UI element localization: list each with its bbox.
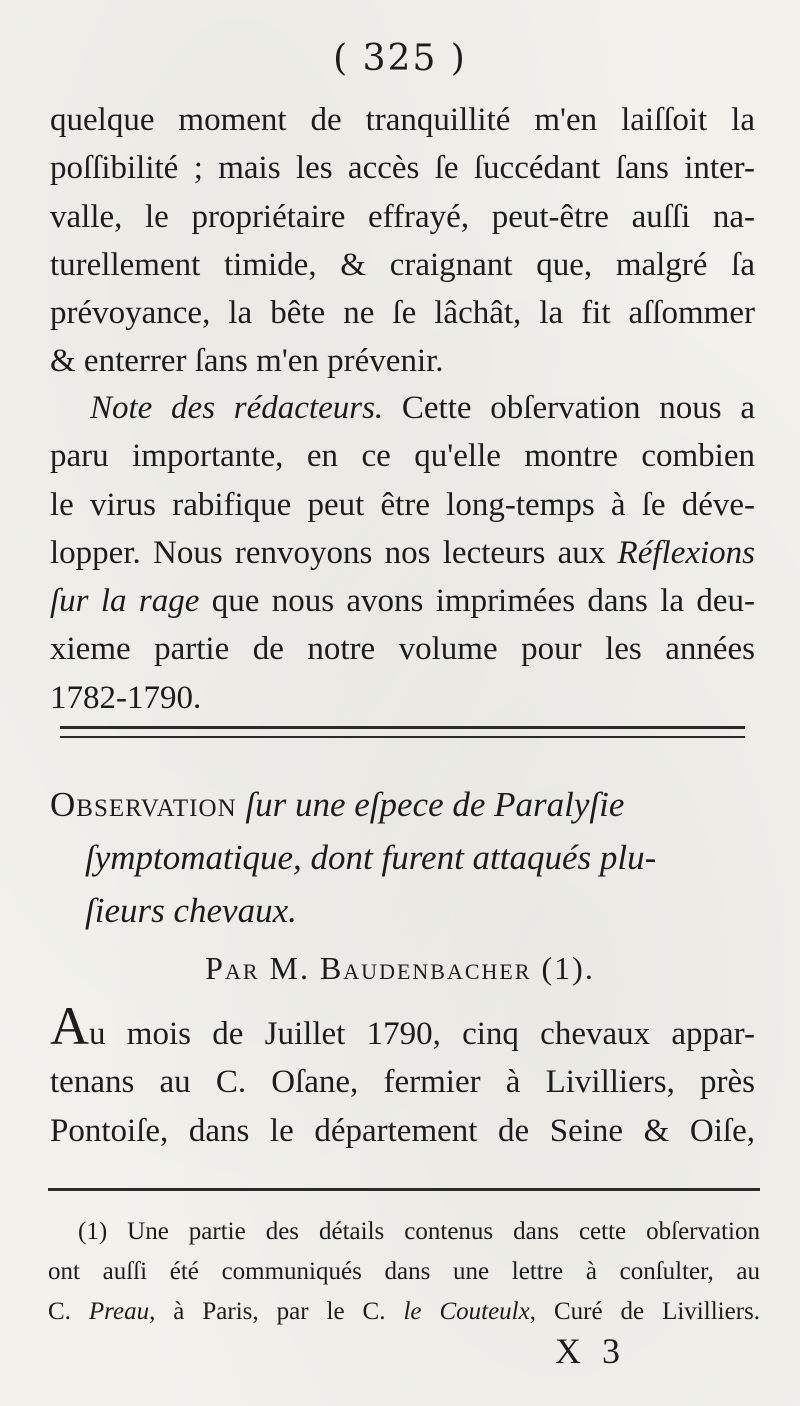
footnote-text: C. [48,1298,89,1325]
footnote-italic: le Couteulx [403,1298,530,1325]
drop-cap: A [50,996,89,1056]
footnote-text: , Curé de Livilliers. [529,1298,760,1325]
observation-heading [50,778,760,937]
footnote-line: (1) Une partie des détails contenus dans cette obſervation [78,1218,760,1245]
text-line: le virus rabifique peut être long-temps à ſe déve- [50,486,755,523]
text-line [50,384,755,432]
footnote-line: ont auſſi été communiqués dans une lettre à conſulter, au [48,1258,760,1285]
text-line: quelque moment de tranquillité m'en laiſſoit la [50,102,755,138]
text-line: poſſibilité ; mais les accès ſe ſuccédant ſans inter- [50,150,755,187]
note-text: que nous avons imprimées dans la deu- [199,583,756,620]
text-line: turellement timide, & craignant que, malgré ſa [50,246,755,283]
text-line: tenans au C. Oſane, fermier à Livilliers, près [50,1064,755,1101]
text-line: 1782-1790. [50,679,202,716]
heading-line: ſieurs chevaux. [85,891,297,930]
section-divider [60,726,745,729]
footnote-divider [48,1188,760,1191]
paragraph-continuation [50,96,755,386]
heading-line: ſymptomatique, dont furent attaqués plu- [85,838,657,877]
footnote-text: , à Paris, par le C. [149,1298,404,1325]
text-line: xieme partie de notre volume pour les années [50,631,755,668]
text-line: prévoyance, la bête ne ſe lâchât, la fit aſſommer [50,295,755,332]
text-line: paru importante, en ce qu'elle montre combien [50,438,755,475]
text-line [50,529,755,577]
editors-note [50,384,755,722]
note-text: lopper. Nous renvoyons nos lecteurs aux [50,534,618,571]
text-line: Pontoiſe, dans le département de Seine & Oiſe, [50,1112,755,1149]
heading-caps: Observation [50,785,237,824]
section-divider [60,736,745,738]
observation-body [50,996,755,1155]
note-italic: ſur la rage [50,583,200,620]
text-line: valle, le propriétaire effrayé, peut-être auſſi na- [50,198,755,235]
body-text: u mois de Juillet 1790, cinq chevaux appar- [89,1016,755,1052]
text-line: & enterrer ſans m'en prévenir. [50,343,444,380]
text-line [50,996,755,1058]
author-byline: Par M. Baudenbacher (1). [205,950,595,986]
page-number: ( 325 ) [333,38,467,79]
note-label: Note des rédacteurs. [90,390,384,426]
signature-mark: X 3 [555,1331,626,1371]
footnote-line [48,1292,760,1332]
note-italic: Réflexions [617,534,755,571]
heading-italic: ſur une eſpece de Paralyſie [236,785,625,824]
heading-line [50,778,760,831]
note-text: Cette obſervation nous a [383,390,756,426]
text-line [50,577,755,625]
footnote-italic: Preau [88,1298,150,1325]
footnote [48,1212,760,1332]
